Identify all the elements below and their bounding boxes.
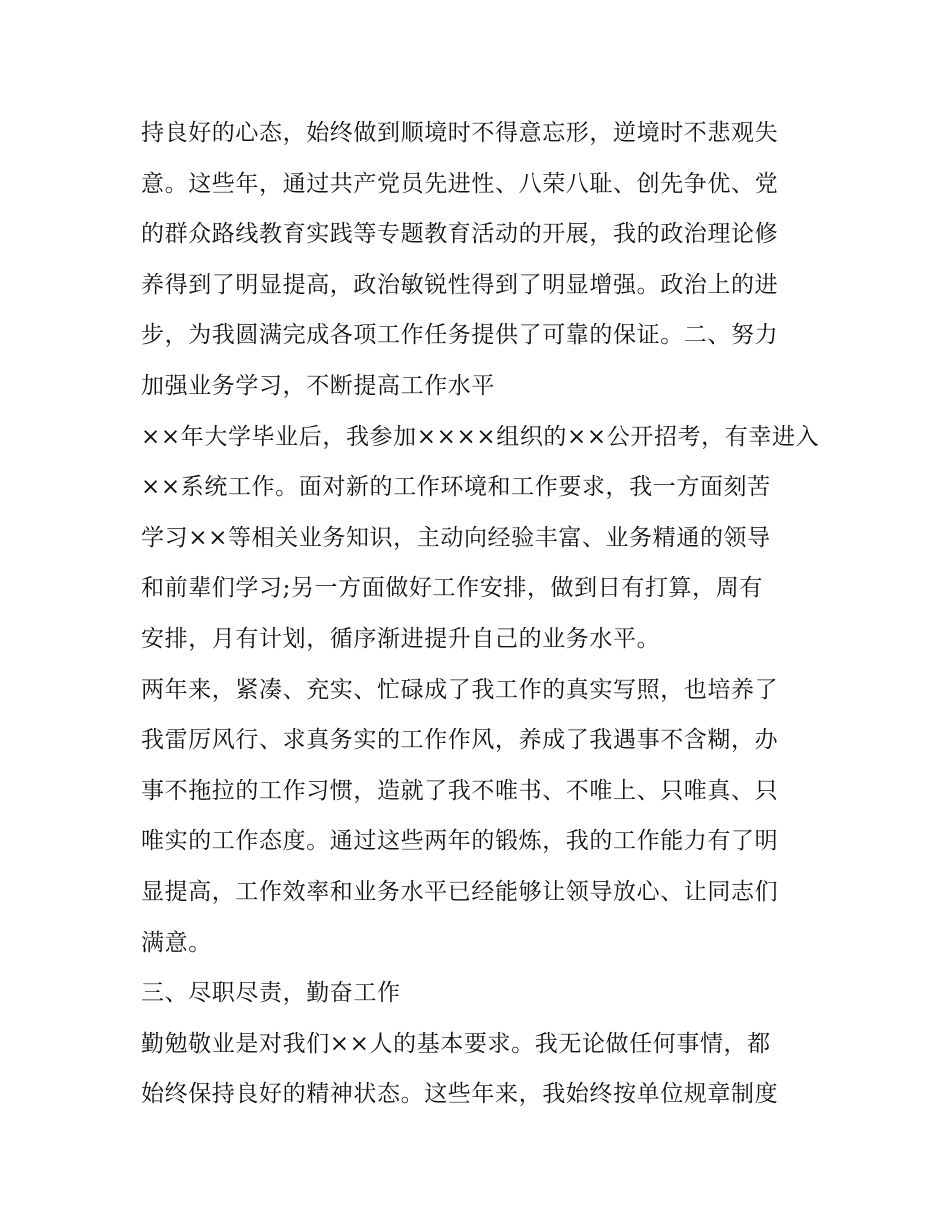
text-line: 事不拖拉的工作习惯，造就了我不唯书、不唯上、只唯真、只: [141, 777, 779, 804]
text-line: 养得到了明显提高，政治敏锐性得到了明显增强。政治上的进: [141, 271, 779, 298]
section-heading: 三、尽职尽责，勤奋工作: [141, 980, 401, 1007]
text-line: 和前辈们学习;另一方面做好工作安排，做到日有打算，周有: [141, 575, 763, 602]
document-body: [141, 108, 821, 1120]
text-line: 我雷厉风行、求真务实的工作作风，养成了我遇事不含糊，办: [141, 727, 779, 754]
text-line: 学习××等相关业务知识，主动向经验丰富、业务精通的领导: [141, 524, 771, 551]
text-line: 意。这些年，通过共产党员先进性、八荣八耻、创先争优、党: [141, 170, 779, 197]
text-line: 安排，月有计划，循序渐进提升自己的业务水平。: [141, 625, 661, 652]
text-line: 的群众路线教育实践等专题教育活动的开展，我的政治理论修: [141, 221, 779, 248]
text-line: 勤勉敬业是对我们××人的基本要求。我无论做任何事情，都: [141, 1030, 771, 1057]
text-line: ××系统工作。面对新的工作环境和工作要求，我一方面刻苦: [141, 474, 771, 501]
text-line: 始终保持良好的精神状态。这些年来，我始终按单位规章制度: [141, 1081, 779, 1108]
text-line: 步，为我圆满完成各项工作任务提供了可靠的保证。二、努力: [141, 322, 779, 349]
text-line: 满意。: [141, 929, 212, 956]
text-line: ××年大学毕业后，我参加××××组织的××公开招考，有幸进入: [141, 423, 820, 450]
text-line: 显提高，工作效率和业务水平已经能够让领导放心、让同志们: [141, 878, 779, 905]
text-line: 两年来，紧凑、充实、忙碌成了我工作的真实写照，也培养了: [141, 676, 779, 703]
text-line: 唯实的工作态度。通过这些两年的锻炼，我的工作能力有了明: [141, 828, 779, 855]
text-line: 持良好的心态，始终做到顺境时不得意忘形，逆境时不悲观失: [141, 120, 779, 146]
section-heading-line: 加强业务学习，不断提高工作水平: [141, 372, 495, 399]
